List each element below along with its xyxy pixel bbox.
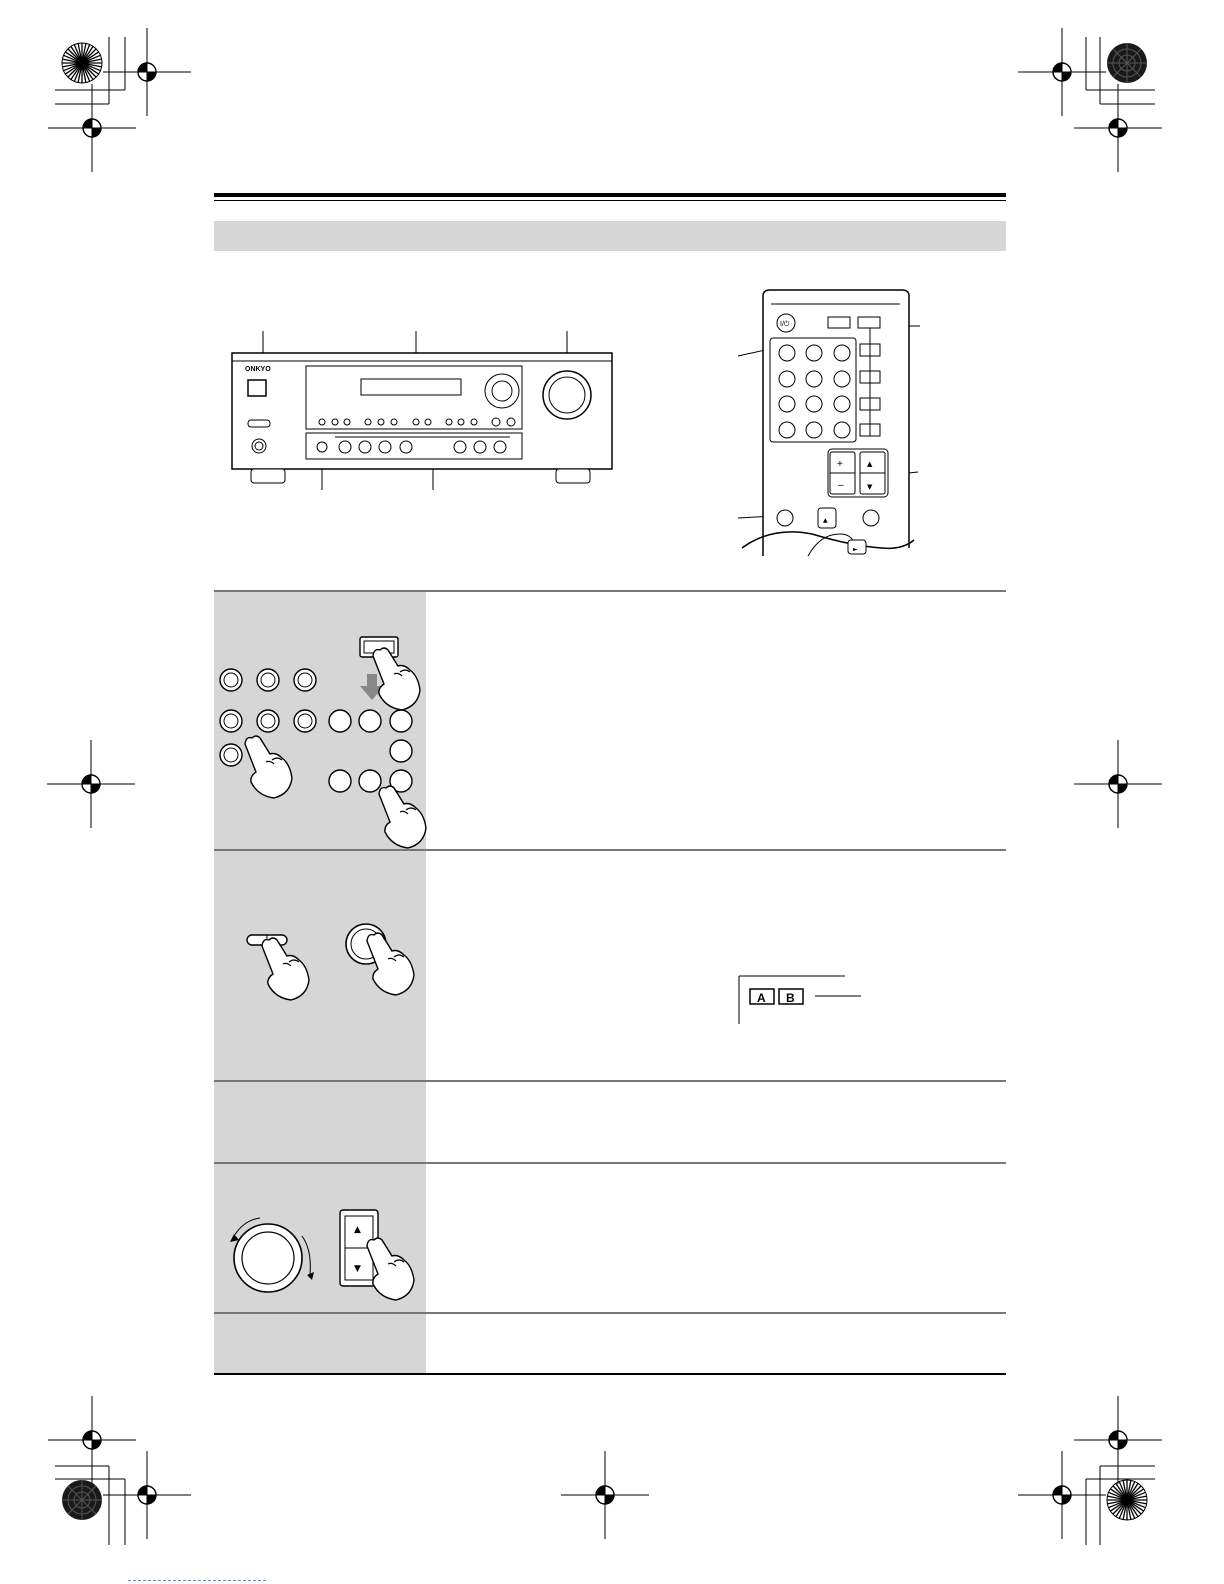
step-3-illustration-cell <box>214 1082 426 1162</box>
remote-up-arrow: ▲ <box>867 460 873 468</box>
step-4-volume-illustration <box>214 1164 426 1312</box>
step-5-illustration-cell <box>214 1314 426 1373</box>
header-rule <box>214 193 1006 197</box>
remote-down-arrow: ▼ <box>867 483 873 491</box>
header-rule-thin <box>214 200 1006 201</box>
receiver-front-panel <box>228 328 648 508</box>
starburst-calibration-icon <box>1107 1480 1147 1520</box>
step-1-input-buttons-illustration <box>214 592 426 849</box>
section-title-band <box>214 221 1006 251</box>
volume-down-arrow: ▼ <box>354 1264 361 1274</box>
starburst-calibration-icon <box>62 43 102 83</box>
starburst-calibration-icon <box>62 1480 102 1520</box>
volume-up-arrow: ▲ <box>354 1225 361 1235</box>
remote-controller <box>732 286 932 566</box>
brand-logo: ONKYO <box>245 366 271 373</box>
crosshair-registration-icon <box>47 740 135 828</box>
remote-volume-minus: – <box>838 480 844 491</box>
svg-text:►: ► <box>853 546 858 553</box>
crosshair-registration-icon <box>561 1451 649 1539</box>
pointing-hand-icon <box>367 933 414 995</box>
crosshair-registration-icon <box>103 28 191 116</box>
crosshair-registration-icon <box>1074 740 1162 828</box>
svg-text:▲: ▲ <box>823 517 828 524</box>
pointing-hand-icon <box>262 938 309 1000</box>
table-bottom-rule <box>214 1373 1006 1375</box>
remote-volume-plus: + <box>837 459 843 470</box>
crosshair-registration-icon <box>48 1396 136 1484</box>
starburst-calibration-icon <box>1107 43 1147 83</box>
footer-link-underline[interactable] <box>128 1580 266 1582</box>
speaker-ab-indicator <box>735 974 875 1026</box>
crosshair-registration-icon <box>1074 1396 1162 1484</box>
crosshair-registration-icon <box>1018 28 1106 116</box>
pointing-hand-icon <box>379 786 426 848</box>
svg-text:I/⏻: I/⏻ <box>780 321 790 328</box>
indicator-b: B <box>786 991 795 1005</box>
pointing-hand-icon <box>245 736 292 798</box>
crosshair-registration-icon <box>48 84 136 172</box>
crosshair-registration-icon <box>103 1451 191 1539</box>
crosshair-registration-icon <box>1074 84 1162 172</box>
crosshair-registration-icon <box>1018 1451 1106 1539</box>
step-2-speaker-buttons-illustration <box>214 851 426 1080</box>
indicator-a: A <box>757 991 766 1005</box>
